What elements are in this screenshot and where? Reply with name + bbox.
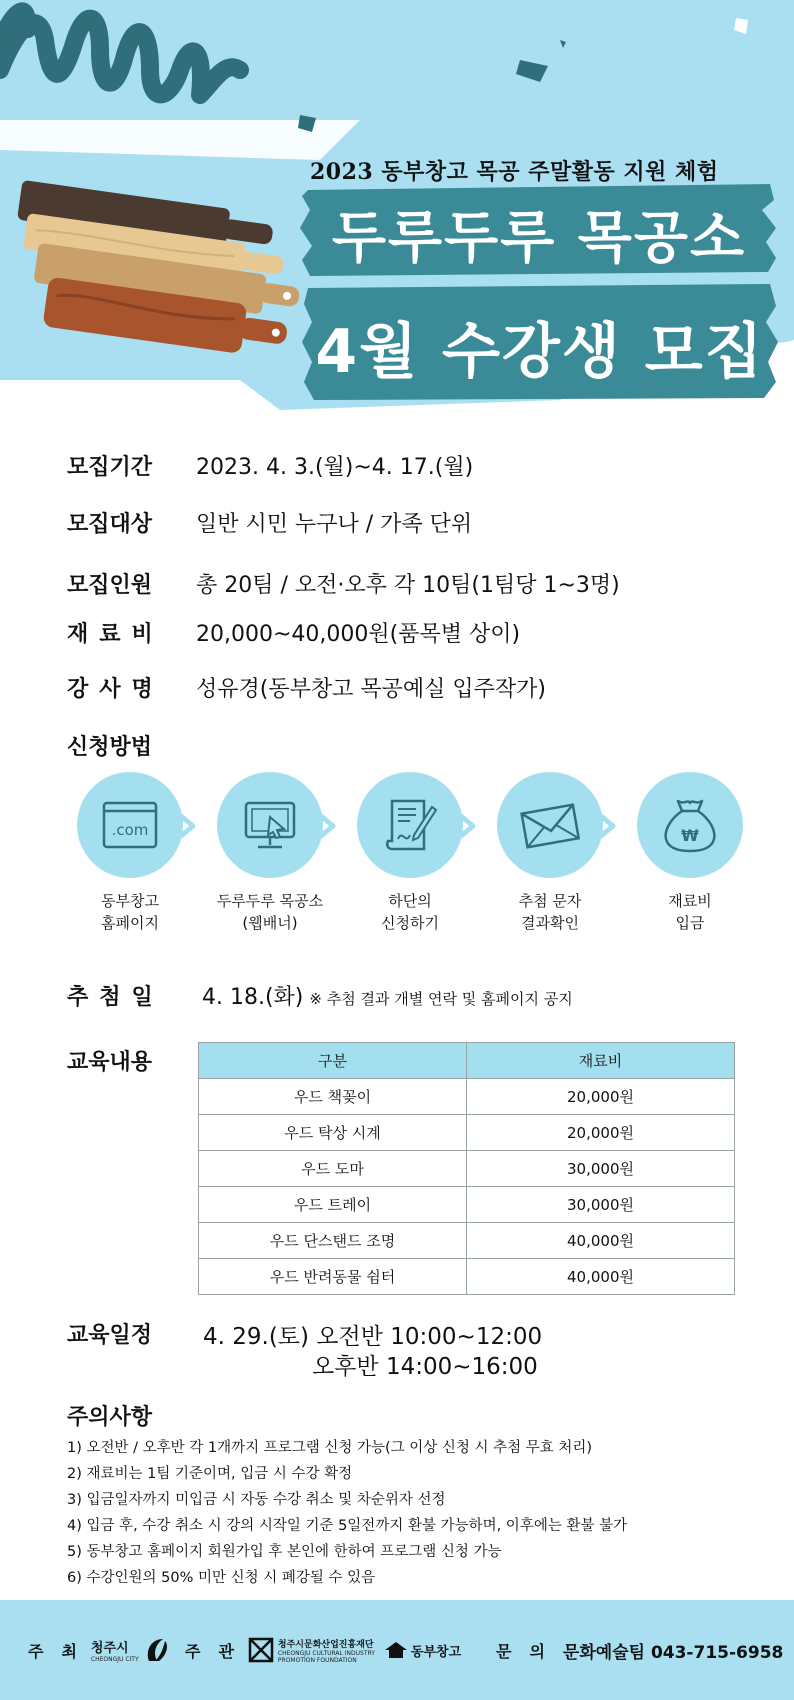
item-name-cell: 우드 도마 [199, 1151, 467, 1187]
contact-label: 문의 [496, 1641, 563, 1661]
web-icon-text: .com [111, 821, 149, 839]
schedule-label: 교육일정 [67, 1323, 153, 1348]
step-circle [217, 772, 323, 878]
step-homepage [60, 772, 200, 934]
info-label: 모집인원 [67, 573, 153, 598]
step-label-line2: 신청하기 [381, 914, 439, 932]
item-name-cell: 우드 반려동물 쉼터 [199, 1259, 467, 1295]
notice-item: 2) 재료비는 1팀 기준이며, 입금 시 수강 확정 [67, 1466, 353, 1482]
education-title: 교육내용 [67, 1050, 153, 1075]
apply-method-title: 신청방법 [67, 735, 153, 760]
column-header: 재료비 [467, 1043, 735, 1079]
table-row [199, 1223, 735, 1259]
step-label [620, 890, 760, 934]
cheongju-logo [91, 1637, 139, 1663]
envelope-icon [520, 795, 580, 855]
info-label: 강사명 [67, 677, 164, 702]
notice-item: 3) 입금일자까지 미입금 시 자동 수강 취소 및 차순위자 선정 [67, 1492, 446, 1508]
footer-host [28, 1600, 171, 1700]
info-row-instructor [67, 672, 546, 703]
title-banner-1 [300, 180, 778, 278]
cheongju-logo-icon [143, 1635, 171, 1665]
item-fee-cell: 30,000원 [467, 1187, 735, 1223]
step-lottery-result [480, 772, 620, 934]
info-value: 2023. 4. 3.(월)~4. 17.(월) [196, 455, 474, 480]
won-sign-text: ₩ [681, 826, 699, 845]
info-value: 성유경(동부창고 목공예실 입주작가) [196, 677, 546, 702]
venue-name: 동부창고 [410, 1644, 462, 1660]
step-label-line1: 동부창고 [101, 892, 159, 910]
info-label: 모집기간 [67, 455, 153, 480]
notice-item: 1) 오전반 / 오후반 각 1개까지 프로그램 신청 가능(그 이상 신청 시 추첨 무효 처리) [67, 1440, 593, 1456]
column-header: 구분 [199, 1043, 467, 1079]
footer-contact [496, 1600, 783, 1700]
event-subtitle: 2023 동부창고 목공 주말활동 지원 체험 [310, 159, 719, 185]
chevron-right-icon [175, 812, 199, 840]
item-fee-cell: 20,000원 [467, 1115, 735, 1151]
item-fee-cell: 30,000원 [467, 1151, 735, 1187]
info-row-period [67, 450, 473, 481]
step-circle [357, 772, 463, 878]
info-value: 일반 시민 누구나 / 가족 단위 [196, 512, 473, 537]
step-payment [620, 772, 760, 934]
schedule-line-afternoon: 오후반 14:00~16:00 [312, 1354, 538, 1380]
step-web-banner [200, 772, 340, 934]
form-pen-icon [380, 795, 440, 855]
lottery-date: 4. 18.(화) [202, 985, 304, 1010]
step-label [480, 890, 620, 934]
info-label: 재료비 [67, 622, 164, 647]
apply-steps [60, 772, 740, 937]
info-row-material-fee [67, 617, 520, 648]
step-label [200, 890, 340, 934]
info-row-lottery [67, 980, 573, 1011]
recruit-title: 4월 수강생 모집 [315, 317, 765, 387]
lottery-note: ※ 추첨 결과 개별 연락 및 홈페이지 공지 [309, 990, 573, 1008]
step-label-line1: 두루두루 목공소 [216, 892, 324, 910]
step-circle [497, 772, 603, 878]
notice-item: 4) 입금 후, 수강 취소 시 강의 시작일 기준 5일전까지 환불 가능하며, 이후에는 환불 불가 [67, 1518, 628, 1534]
step-label-line2: 입금 [675, 914, 705, 932]
title-banner-2 [302, 282, 778, 402]
web-icon [100, 795, 160, 855]
table-row [199, 1079, 735, 1115]
step-label-line1: 재료비 [668, 892, 712, 910]
step-label-line1: 하단의 [388, 892, 432, 910]
cutting-boards-image [0, 170, 320, 390]
info-label: 모집대상 [67, 512, 153, 537]
step-label-line2: 홈페이지 [101, 914, 159, 932]
info-value: 총 20팀 / 오전·오후 각 10팀(1팀당 1~3명) [196, 573, 620, 598]
step-label-line1: 추첨 문자 [518, 892, 582, 910]
foundation-logo [278, 1637, 378, 1664]
step-label-line2: (웹배너) [242, 914, 298, 932]
step-circle [77, 772, 183, 878]
item-fee-cell: 40,000원 [467, 1223, 735, 1259]
chevron-right-icon [315, 812, 339, 840]
organizer-sub: CHEONGJU CULTURAL INDUSTRY PROMOTION FOUNDATION [277, 1649, 375, 1664]
money-bag-icon [660, 795, 720, 855]
contact-value: 문화예술팀 043-715-6958 [562, 1642, 784, 1663]
host-label: 주최 [28, 1641, 95, 1661]
item-fee-cell: 40,000원 [467, 1259, 735, 1295]
notice-item: 5) 동부창고 홈페이지 회원가입 후 본인에 한하여 프로그램 신청 가능 [67, 1544, 502, 1560]
table-row [199, 1259, 735, 1295]
footer [0, 1600, 794, 1700]
step-label [60, 890, 200, 934]
info-value: 20,000~40,000원(품목별 상이) [196, 622, 521, 647]
footer-organizer [185, 1600, 461, 1700]
organizer-name: 청주시문화산업진흥재단 [277, 1639, 374, 1650]
table-row [199, 1151, 735, 1187]
notices-title: 주의사항 [67, 1405, 153, 1430]
item-name-cell: 우드 단스탠드 조명 [199, 1223, 467, 1259]
foundation-logo-icon [248, 1637, 274, 1663]
item-name-cell: 우드 탁상 시계 [199, 1115, 467, 1151]
step-circle [637, 772, 743, 878]
notice-item: 6) 수강인원의 50% 미만 신청 시 폐강될 수 있음 [67, 1570, 376, 1586]
info-row-target [67, 507, 472, 538]
schedule-line-morning: 4. 29.(토) 오전반 10:00~12:00 [203, 1324, 543, 1350]
hero-header [0, 0, 794, 410]
item-name-cell: 우드 책꽂이 [199, 1079, 467, 1115]
info-row-capacity [67, 568, 620, 599]
info-label: 추첨일 [67, 985, 164, 1010]
chevron-right-icon [595, 812, 619, 840]
monitor-click-icon [240, 795, 300, 855]
organizer-label: 주관 [185, 1641, 252, 1661]
table-header-row [199, 1043, 735, 1079]
chevron-right-icon [455, 812, 479, 840]
notices-list [67, 1435, 627, 1591]
step-apply-form [340, 772, 480, 934]
step-label [340, 890, 480, 934]
host-name: 청주시 [90, 1641, 129, 1656]
item-name-cell: 우드 트레이 [199, 1187, 467, 1223]
step-label-line2: 결과확인 [521, 914, 579, 932]
host-sub: CHEONGJU CITY [90, 1656, 139, 1663]
education-table [198, 1042, 735, 1295]
table-row [199, 1187, 735, 1223]
table-row [199, 1115, 735, 1151]
dongbu-warehouse-logo-icon [384, 1640, 408, 1660]
item-fee-cell: 20,000원 [467, 1079, 735, 1115]
program-title: 두루두루 목공소 [331, 206, 747, 271]
